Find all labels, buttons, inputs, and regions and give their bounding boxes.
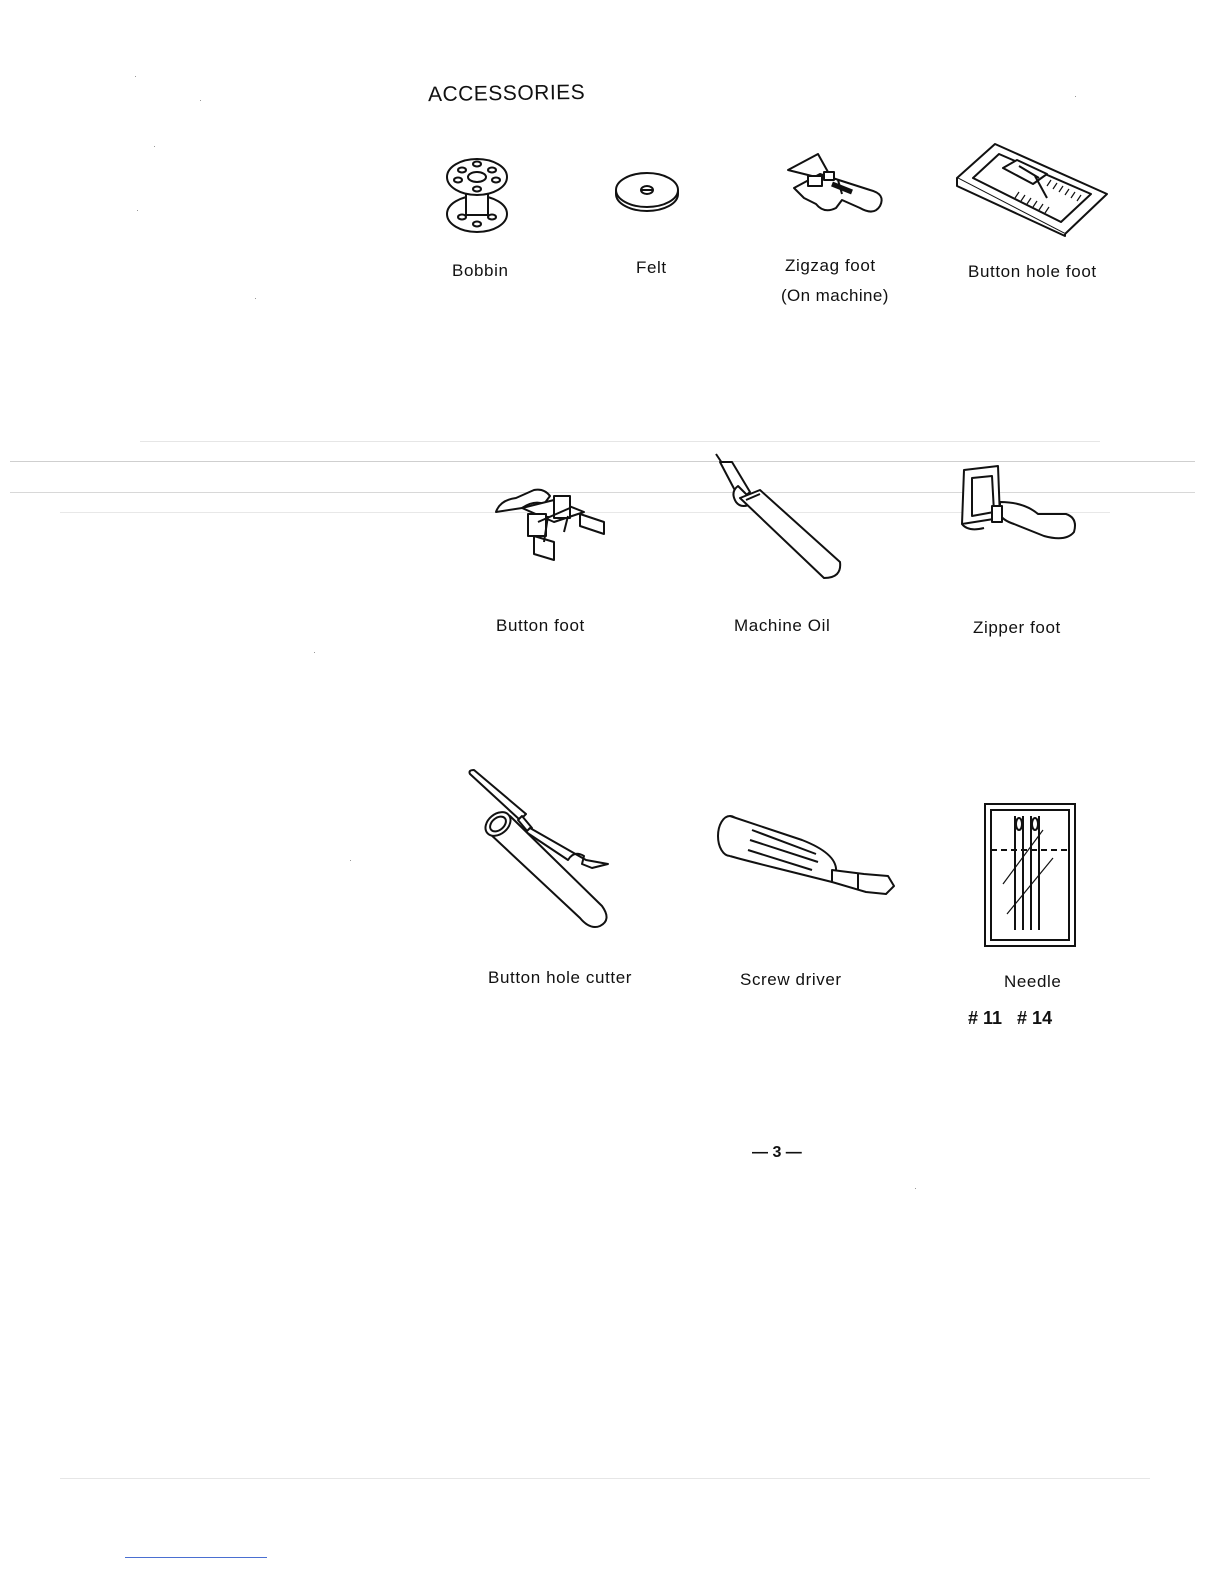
machine-oil-icon (710, 450, 850, 582)
scan-underline (125, 1557, 267, 1558)
page-title: ACCESSORIES (427, 80, 586, 107)
button-foot-icon (494, 486, 610, 564)
machine-oil-label: Machine Oil (734, 616, 831, 635)
button-hole-foot-icon (955, 138, 1110, 236)
screw-driver-label: Screw driver (740, 970, 842, 989)
needle-pack-icon (983, 802, 1077, 948)
scan-speck (154, 146, 155, 147)
bobbin-label: Bobbin (452, 261, 509, 280)
button-hole-foot-label: Button hole foot (968, 262, 1097, 281)
screw-driver-icon (712, 812, 898, 896)
scan-speck (1075, 96, 1076, 97)
needle-label: Needle (1004, 972, 1062, 991)
zigzag-foot-note: (On machine) (781, 286, 889, 305)
zipper-foot-label: Zipper foot (973, 618, 1061, 637)
needle-sizes: # 11 # 14 (968, 1008, 1053, 1028)
scan-speck (314, 652, 315, 653)
zipper-foot-icon (954, 462, 1080, 546)
scan-speck (200, 100, 201, 101)
felt-icon (612, 168, 682, 216)
button-hole-cutter-label: Button hole cutter (488, 968, 633, 987)
scan-speck (350, 860, 351, 861)
bobbin-icon (440, 152, 515, 237)
scan-speck (915, 1188, 916, 1189)
scan-speck (137, 210, 138, 211)
zigzag-foot-icon (780, 150, 890, 220)
felt-label: Felt (636, 258, 667, 277)
scan-rule (140, 441, 1100, 442)
button-foot-label: Button foot (496, 616, 585, 635)
scan-speck (255, 298, 256, 299)
page-number: — 3 — (752, 1144, 802, 1161)
zigzag-foot-label: Zigzag foot (785, 256, 876, 275)
scan-speck (135, 76, 136, 77)
button-hole-cutter-icon (466, 768, 612, 930)
scan-rule (60, 1478, 1150, 1479)
